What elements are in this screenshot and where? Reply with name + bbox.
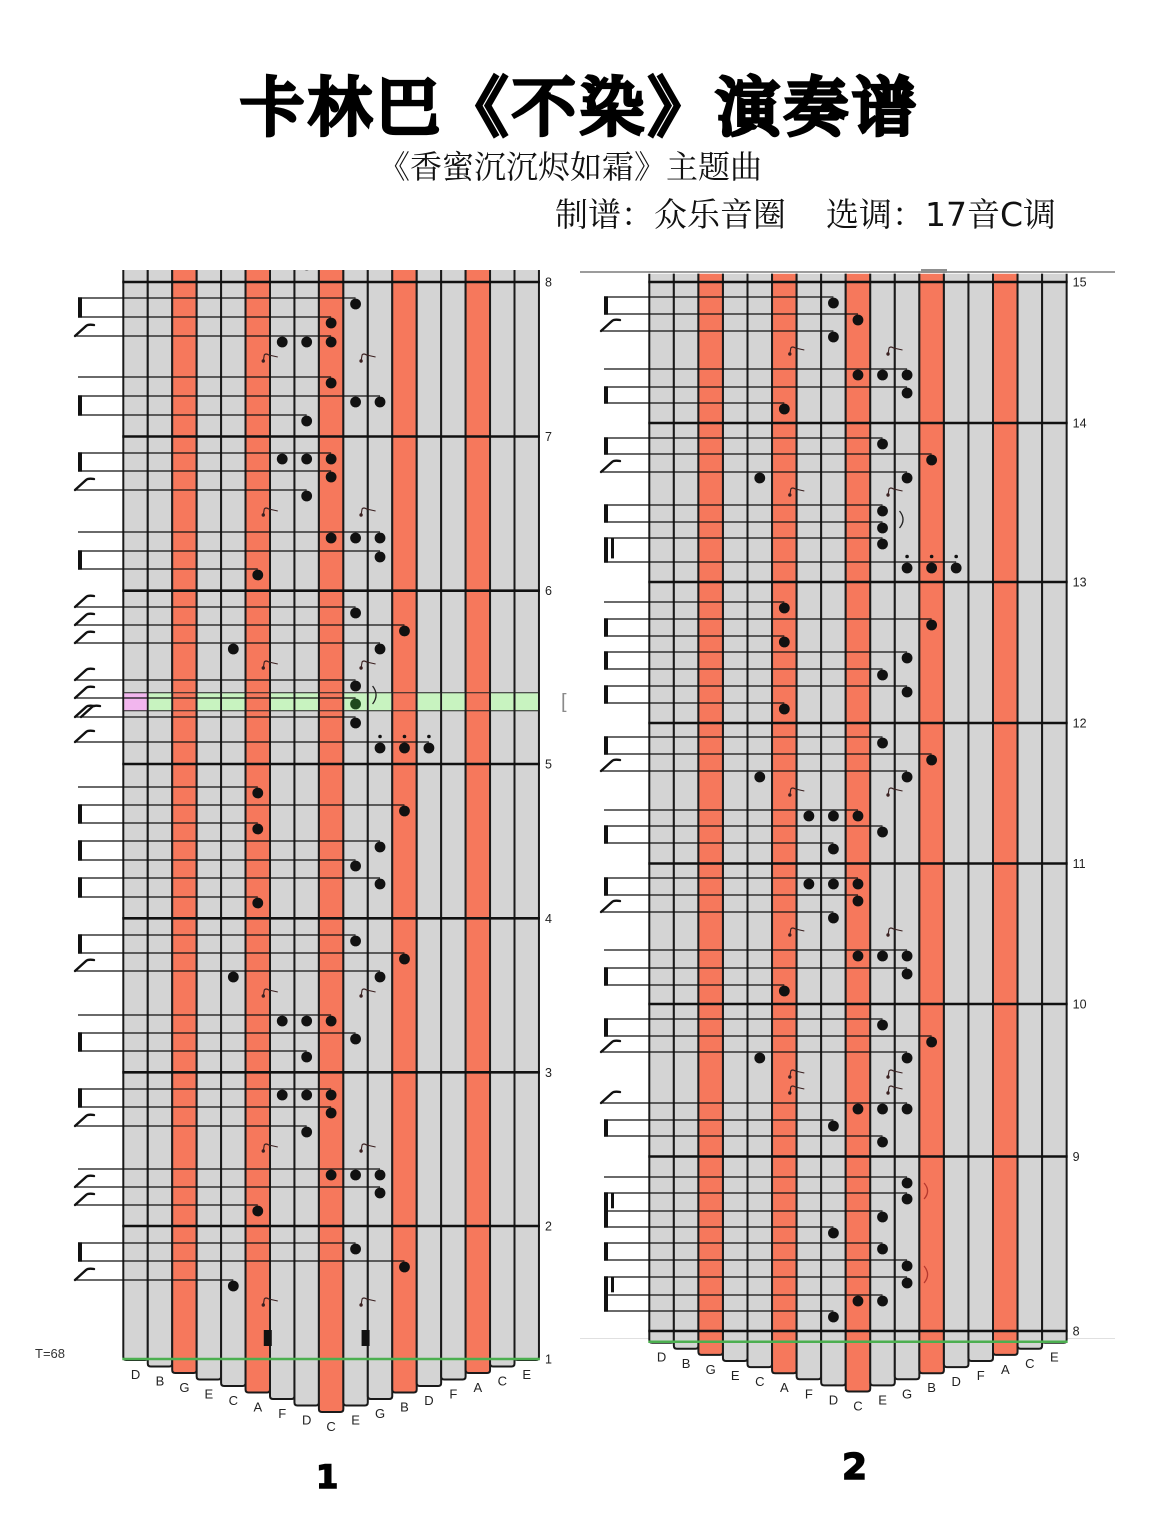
key-bar — [723, 274, 748, 1361]
key-label: B — [400, 1399, 409, 1415]
measure-number: 5 — [544, 757, 552, 772]
key-label: F — [976, 1368, 985, 1383]
kalimba-key-C — [1018, 274, 1043, 1371]
note-G — [902, 1178, 913, 1189]
measure-number: 6 — [544, 584, 552, 599]
key-label: G — [179, 1380, 190, 1395]
note-G — [902, 563, 913, 574]
sub-beam-tick — [611, 1277, 614, 1292]
note-G — [902, 1278, 913, 1289]
kalimba-key-F — [797, 274, 822, 1402]
measure-number: 12 — [1072, 716, 1087, 731]
key-label: D — [828, 1392, 839, 1408]
note-F — [803, 811, 814, 822]
note-C — [853, 315, 864, 326]
beam-bracket — [604, 1119, 608, 1136]
note-C — [853, 811, 864, 822]
note-D — [828, 913, 839, 924]
flag-icon — [601, 1041, 620, 1052]
key-label: A — [253, 1399, 263, 1415]
note-E — [877, 670, 888, 681]
key-bar — [919, 274, 944, 1374]
note-C — [853, 1104, 864, 1115]
note-D — [828, 298, 839, 309]
note-C — [754, 473, 765, 484]
beam-bracket — [604, 685, 608, 703]
kalimba-key-E — [723, 274, 748, 1383]
octave-dot — [905, 555, 909, 559]
key-bar — [821, 274, 846, 1386]
note-C — [853, 879, 864, 890]
beam-bracket — [604, 437, 608, 454]
page-number-2: 2 — [842, 1447, 868, 1488]
note-B — [926, 755, 937, 766]
measure-number: 3 — [544, 1065, 552, 1080]
note-E — [877, 439, 888, 450]
key-label: G — [374, 1406, 386, 1421]
key-label: C — [853, 1398, 863, 1414]
key-bar — [649, 274, 674, 1343]
note-D — [828, 332, 839, 343]
beam-bracket — [604, 651, 608, 669]
measure-number: 15 — [1072, 275, 1087, 290]
note-C — [754, 1053, 765, 1064]
kalimba-key-F — [968, 274, 993, 1383]
page-title: 卡林巴《不染》演奏谱 — [240, 72, 920, 146]
measure-number: 7 — [544, 430, 552, 444]
key-bar — [674, 274, 699, 1349]
flag-icon — [601, 461, 620, 472]
note-G — [902, 370, 913, 381]
key-label: E — [1050, 1349, 1059, 1365]
key-bar — [1018, 274, 1043, 1349]
key-label: C — [755, 1374, 765, 1390]
note-C — [853, 370, 864, 381]
key-label: D — [130, 1367, 141, 1382]
note-G — [902, 1053, 913, 1064]
key-label: G — [705, 1361, 716, 1377]
note-C — [853, 951, 864, 962]
note-G — [902, 1194, 913, 1205]
note-E — [877, 1137, 888, 1148]
note-G — [902, 1104, 913, 1115]
page-number-1: 1 — [316, 1458, 339, 1496]
key-label: E — [730, 1368, 740, 1383]
key-label: C — [326, 1419, 336, 1434]
note-E — [877, 1212, 888, 1223]
measure-number: 4 — [544, 911, 552, 926]
note-G — [902, 969, 913, 980]
note-E — [877, 1020, 888, 1031]
note-E — [877, 506, 888, 517]
note-B — [926, 620, 937, 631]
page-subtitle: 《香蜜沉沉烬如霜》主题曲 — [377, 148, 762, 186]
key-bar — [1042, 274, 1067, 1343]
note-B — [926, 1037, 937, 1048]
measure-number: 11 — [1072, 857, 1086, 871]
beam-bracket — [604, 296, 608, 314]
key-label: E — [878, 1392, 887, 1408]
tempo-marking: T=68 — [35, 1346, 65, 1361]
note-C — [754, 772, 765, 783]
note-B — [926, 455, 937, 466]
key-label: D — [424, 1393, 434, 1408]
key-label: C — [228, 1393, 239, 1408]
note-G — [902, 951, 913, 962]
note-F — [803, 879, 814, 890]
kalimba-key-B — [919, 274, 944, 1396]
kalimba-key-C — [748, 274, 773, 1389]
beam-bracket — [604, 1192, 608, 1227]
kalimba-key-D — [944, 274, 969, 1389]
key-label: A — [473, 1380, 483, 1395]
octave-dot — [930, 555, 934, 559]
key-label: D — [656, 1349, 667, 1365]
key-label: B — [681, 1355, 691, 1371]
note-A — [779, 704, 790, 715]
key-label: B — [927, 1380, 936, 1396]
flag-icon — [601, 901, 620, 912]
note-D — [951, 563, 962, 574]
beam-bracket — [604, 1276, 608, 1311]
note-D — [828, 879, 839, 890]
note-A — [779, 404, 790, 415]
beam-bracket — [604, 537, 608, 562]
note-E — [877, 827, 888, 838]
measure-number: 8 — [1072, 1324, 1080, 1339]
key-bar — [944, 274, 969, 1367]
arranger-credit: 制谱：众乐音圈 — [555, 195, 786, 234]
note-D — [828, 811, 839, 822]
beam-bracket — [604, 877, 608, 895]
note-E — [877, 1296, 888, 1307]
note-G — [902, 653, 913, 664]
note-E — [877, 539, 888, 550]
note-G — [902, 473, 913, 484]
measure-number: 10 — [1072, 997, 1087, 1012]
note-G — [902, 388, 913, 399]
key-label: D — [301, 1412, 312, 1428]
kalimba-key-A — [993, 274, 1018, 1377]
key-bar — [846, 274, 871, 1392]
note-E — [877, 738, 888, 749]
measure-number: 2 — [544, 1219, 552, 1234]
note-D — [828, 844, 839, 855]
kalimba-key-G — [895, 274, 920, 1402]
note-G — [902, 772, 913, 783]
key-label: E — [204, 1386, 214, 1402]
sub-beam-tick — [611, 538, 614, 558]
key-label: A — [779, 1380, 789, 1396]
note-G — [902, 687, 913, 698]
beam-bracket — [604, 736, 608, 754]
key-label: C — [497, 1373, 507, 1389]
note-E — [877, 1244, 888, 1255]
note-C — [853, 1296, 864, 1307]
flag-icon — [601, 1092, 620, 1103]
note-B — [926, 563, 937, 574]
note-D — [828, 1228, 839, 1239]
key-bar — [968, 274, 993, 1361]
note-A — [779, 986, 790, 997]
key-label: A — [1000, 1361, 1010, 1377]
note-A — [779, 603, 790, 614]
octave-dot — [954, 555, 958, 559]
note-C — [853, 896, 864, 907]
measure-number: 13 — [1072, 575, 1087, 590]
note-A — [779, 637, 790, 648]
note-E — [877, 951, 888, 962]
beam-bracket — [604, 504, 608, 522]
measure-number: 8 — [544, 275, 552, 290]
key-label: B — [155, 1373, 165, 1389]
key-label: F — [804, 1386, 813, 1402]
note-E — [877, 370, 888, 381]
measure-number: 14 — [1072, 416, 1087, 431]
key-label: E — [351, 1412, 360, 1428]
beam-bracket — [604, 967, 608, 985]
cursor-marker: [ — [561, 691, 567, 713]
beam-bracket — [604, 825, 608, 843]
note-D — [828, 1312, 839, 1323]
note-E — [877, 523, 888, 534]
key-label: C — [1025, 1355, 1035, 1371]
flag-icon — [601, 760, 620, 771]
beam-bracket — [604, 618, 608, 636]
flag-icon — [601, 320, 620, 331]
beam-bracket — [604, 1018, 608, 1036]
key-label: E — [522, 1367, 532, 1382]
key-label: G — [902, 1386, 913, 1402]
key-label: F — [278, 1406, 287, 1421]
key-label: D — [951, 1374, 961, 1390]
key-label: F — [449, 1386, 458, 1402]
sub-beam-tick — [611, 1193, 614, 1208]
key-selection: 选调：17音C调 — [826, 195, 1057, 234]
kalimba-key-E — [1042, 274, 1067, 1365]
note-G — [902, 1261, 913, 1272]
measure-number: 1 — [544, 1352, 552, 1367]
note-D — [828, 1121, 839, 1132]
measure-number: 9 — [1072, 1150, 1080, 1164]
beam-bracket — [604, 386, 608, 403]
beam-bracket — [604, 1242, 608, 1260]
key-bar — [895, 274, 920, 1380]
key-bar — [993, 274, 1018, 1355]
note-E — [877, 1104, 888, 1115]
